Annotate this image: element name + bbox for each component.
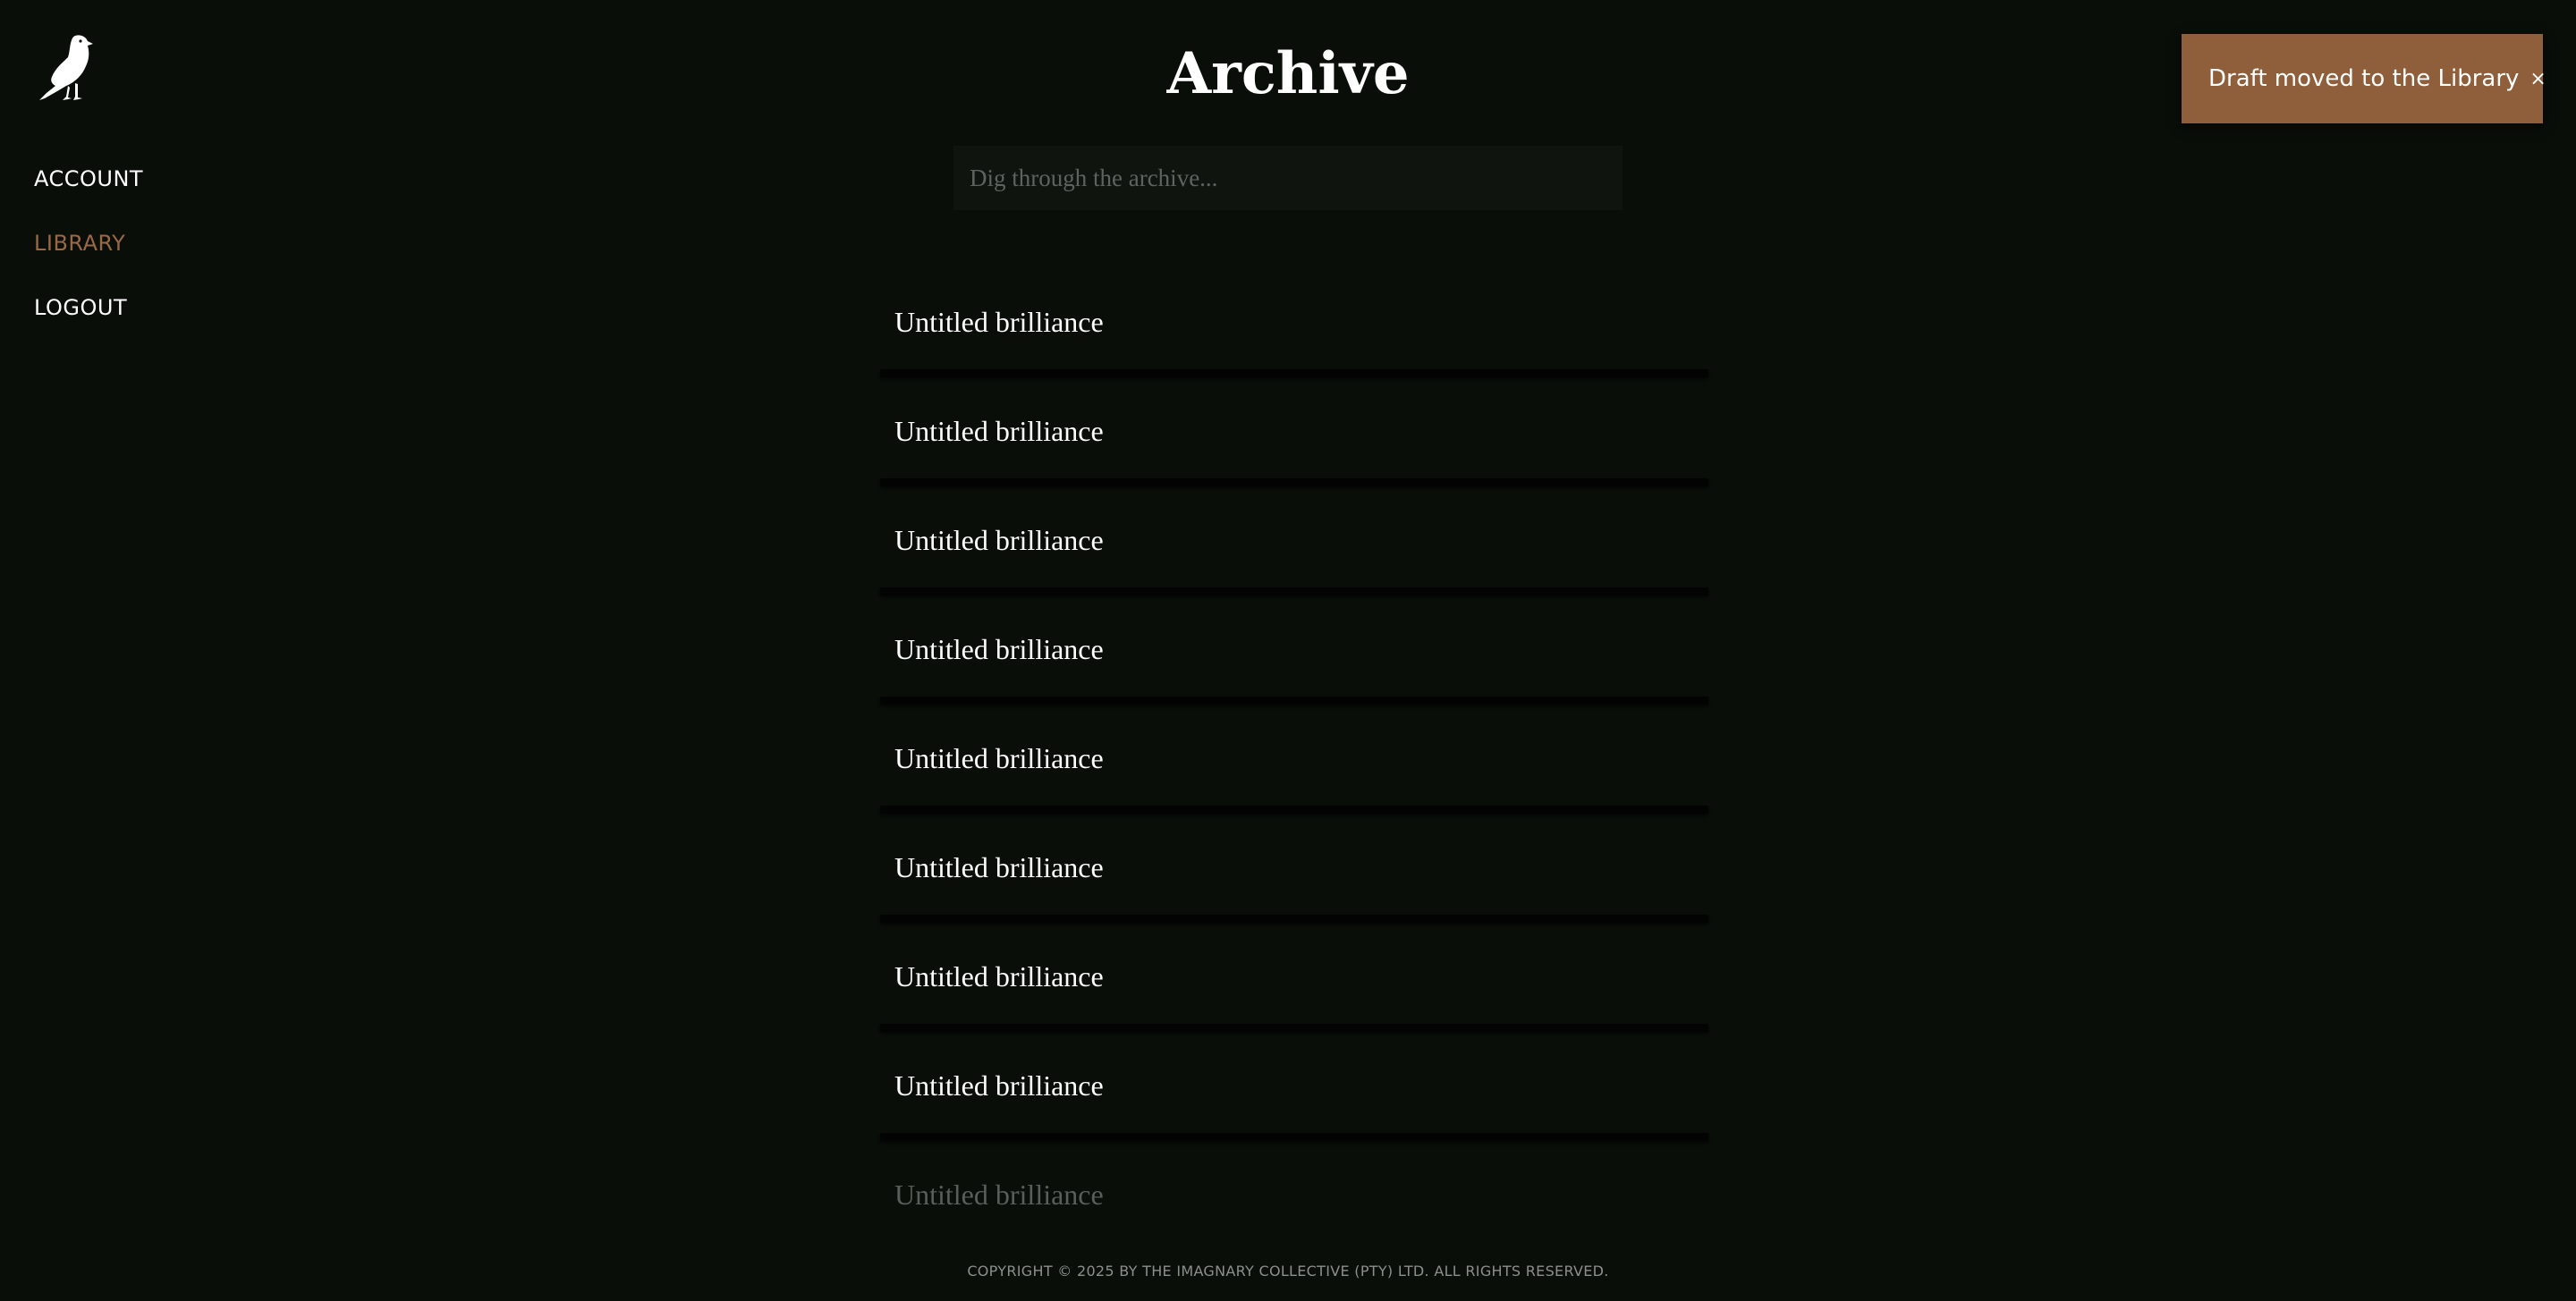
footer-copyright: COPYRIGHT © 2025 BY THE IMAGNARY COLLECTIVE (PTY) LTD. ALL RIGHTS RESERVED. [967, 1263, 1609, 1280]
list-item[interactable] [880, 923, 1708, 1032]
search-input[interactable] [953, 146, 1623, 210]
draft-title: Untitled brilliance [894, 633, 1104, 665]
draft-title: Untitled brilliance [894, 415, 1104, 447]
list-item[interactable] [880, 705, 1708, 814]
nav-item-library[interactable]: LIBRARY [34, 231, 126, 256]
draft-title: Untitled brilliance [894, 306, 1104, 338]
toast-message: Draft moved to the Library [2208, 65, 2520, 92]
nav-item-account[interactable]: ACCOUNT [34, 166, 144, 191]
toast-notification [2182, 34, 2546, 123]
draft-title: Untitled brilliance [894, 742, 1104, 774]
list-item[interactable] [880, 596, 1708, 705]
page-title: Archive [1166, 40, 1410, 107]
list-item[interactable] [880, 486, 1708, 596]
draft-title: Untitled brilliance [894, 960, 1104, 993]
draft-title: Untitled brilliance [894, 1179, 1104, 1211]
close-icon[interactable]: × [2529, 67, 2546, 90]
list-item[interactable] [880, 268, 1708, 377]
draft-title: Untitled brilliance [894, 1069, 1104, 1102]
draft-title: Untitled brilliance [894, 524, 1104, 556]
list-item[interactable] [880, 1032, 1708, 1141]
draft-list [880, 268, 1708, 1250]
list-item[interactable] [880, 1141, 1708, 1250]
nav-item-logout[interactable]: LOGOUT [34, 295, 128, 320]
draft-title: Untitled brilliance [894, 851, 1104, 883]
list-item[interactable] [880, 377, 1708, 486]
sidebar-nav [34, 166, 143, 320]
list-item[interactable] [880, 814, 1708, 923]
